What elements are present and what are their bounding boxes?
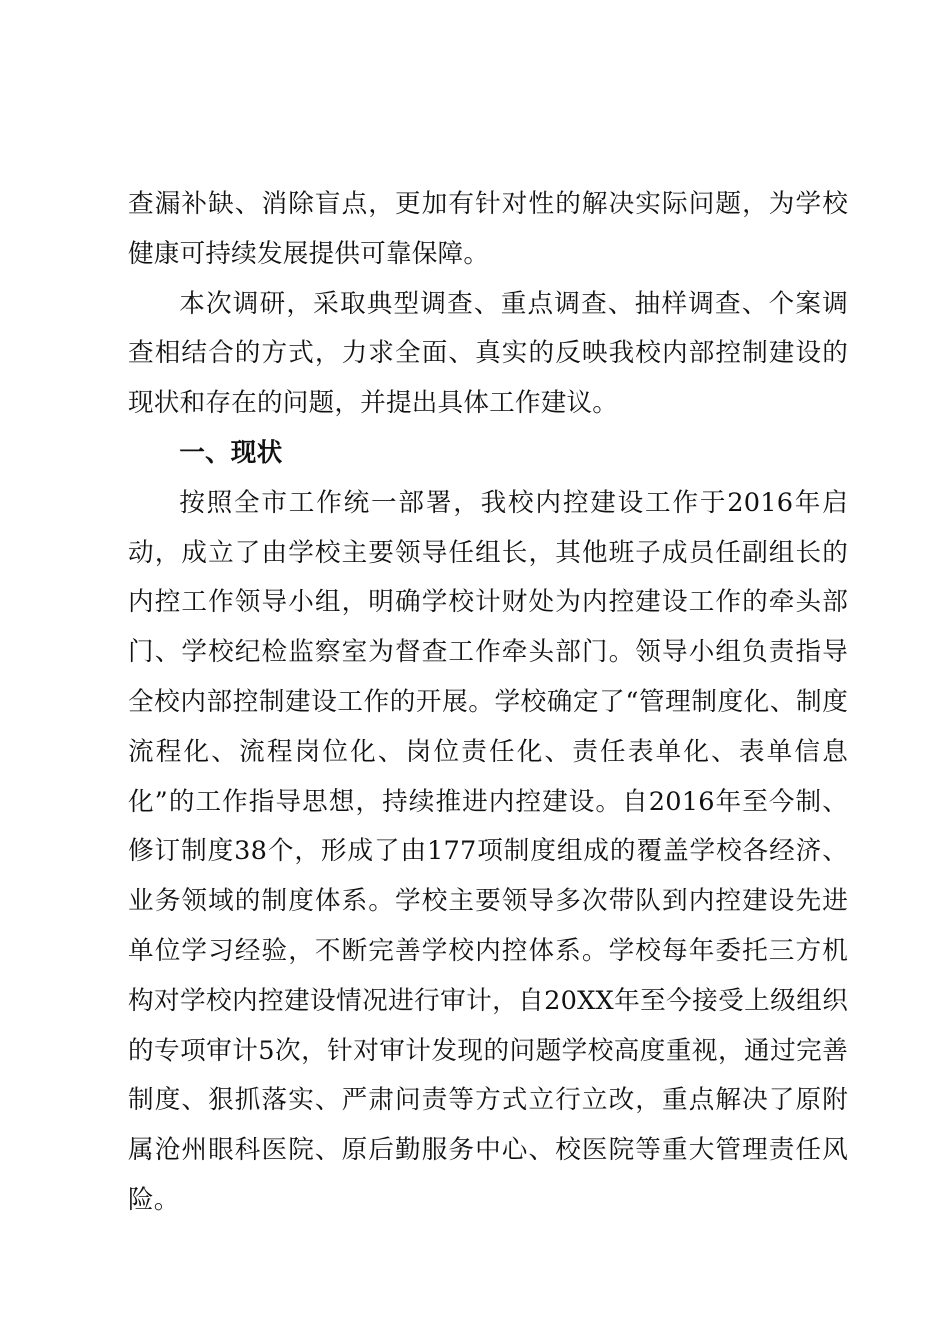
paragraph-status-detail: 按照全市工作统一部署，我校内控建设工作于2016年启动，成立了由学校主要领导任组长，其他班子成员任副组长的内控工作领导小组，明确学校计财处为内控建设工作的牵头部门、学校纪检监察室为督查工作牵头部门。领导小组负责指导全校内部控制建设工作的开展。学校确定了“管理制度化、制度流程化、流程岗位化、岗位责任化、责任表单化、表单信息化”的工作指导思想，持续推进内控建设。自2016年至今制、修订制度38个，形成了由177项制度组成的覆盖学校各经济、业务领域的制度体系。学校主要领导多次带队到内控建设先进单位学习经验，不断完善学校内控体系。学校每年委托三方机构对学校内控建设情况进行审计，自20XX年至今接受上级组织的专项审计5次，针对审计发现的问题学校高度重视，通过完善制度、狠抓落实、严肃问责等方式立行立改，重点解决了原附属沧州眼科医院、原后勤服务中心、校医院等重大管理责任风险。 (128, 487, 848, 1215)
document-body (128, 180, 848, 1226)
section-heading-status: 一、现状 (179, 437, 283, 468)
paragraph-research-method: 本次调研，采取典型调查、重点调查、抽样调查、个案调查相结合的方式，力求全面、真实的反映我校内部控制建设的现状和存在的问题，并提出具体工作建议。 (128, 288, 848, 419)
paragraph-continuation: 查漏补缺、消除盲点，更加有针对性的解决实际问题，为学校健康可持续发展提供可靠保障。 (128, 189, 848, 269)
